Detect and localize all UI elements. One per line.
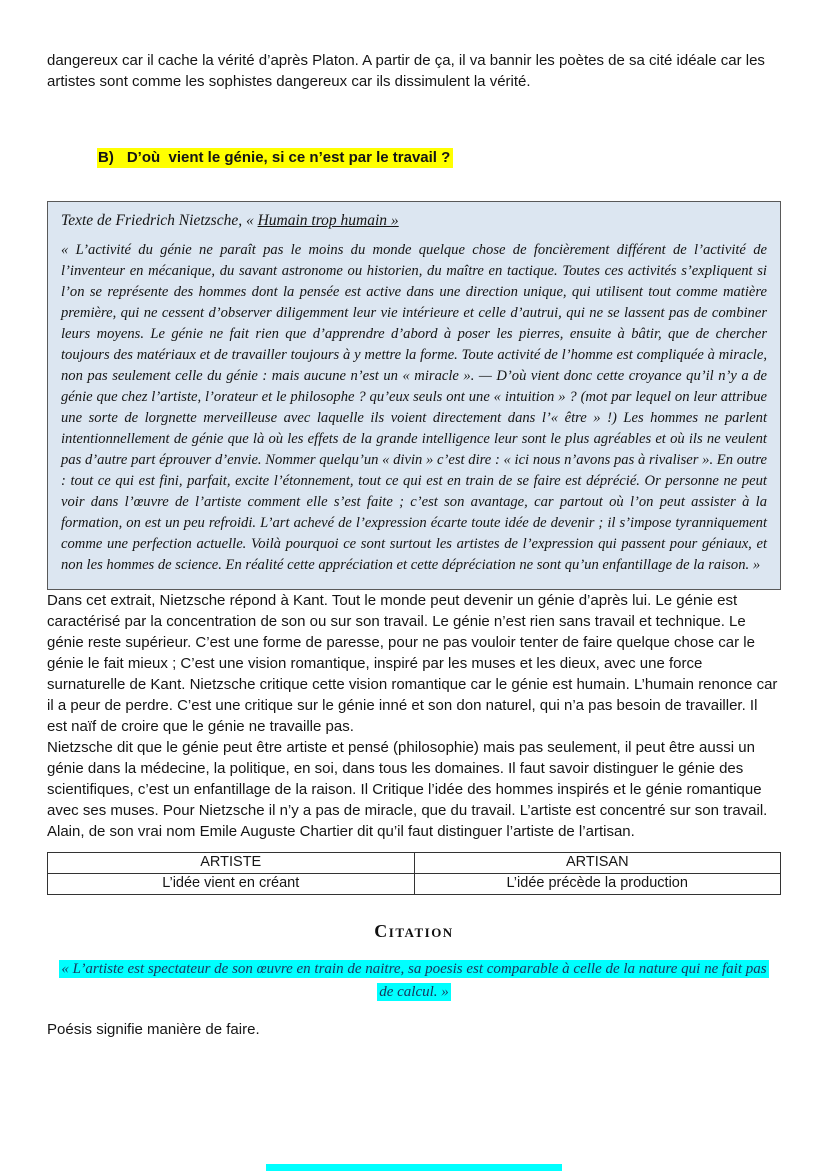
analysis-paragraph-2: Nietzsche dit que le génie peut être artiste et pensé (philosophie) mais pas seulement, il peut être aussi un génie dans la médecine, la politique, en soi, dans tous les domaines. Il faut savoir distinguer le génie des scientifiques, c’est un enfantillage de la raison. Il Critique l’idée des hommes inspirés et le génie romantique avec ses muses. Pour Nietzsche il n’y a pas de miracle, que du travail. L’artiste est concentré sur son travail. (47, 739, 768, 819)
table-row (48, 874, 781, 895)
table-cell-artisan: L’idée précède la production (414, 874, 781, 895)
analysis-paragraph-3: Alain, de son vrai nom Emile Auguste Chartier dit qu’il faut distinguer l’artiste de l’artisan. (47, 823, 635, 840)
artiste-artisan-table (47, 852, 781, 895)
section-heading-b (47, 132, 781, 183)
citation-text (47, 958, 781, 1004)
citation-heading: Citation (374, 921, 454, 941)
table-header-artisan: ARTISAN (414, 853, 781, 874)
table-header-row (48, 853, 781, 874)
section-title: D’où vient le génie, si ce n’est par le travail ? (126, 149, 451, 166)
quote-source (61, 212, 767, 230)
paragraph-intro: dangereux car il cache la vérité d’après Platon. A partir de ça, il va bannir les poètes de sa cité idéale car les artistes sont comme les sophistes dangereux car ils dissimulent la vérité. (47, 52, 765, 90)
partial-citation-highlight (266, 1164, 562, 1171)
analysis-paragraph-1: Dans cet extrait, Nietzsche répond à Kant. Tout le monde peut devenir un génie d’après lui. Le génie est caractérisé par la concentration de son ou sur son travail. Le génie n’est rien sans travail et technique. Le génie reste supérieur. C’est une forme de paresse, pour ne pas vouloir tenter de faire quelque chose car le génie le fait mieux ; C’est une vision romantique, inspiré par les muses et les dieux, avec une force surnaturelle de Kant. Nietzsche critique cette vision romantique car le génie est humain. L’humain renonce car il a peur de perdre. C’est une critique sur le génie inné et son don naturel, qui n’a pas besoin de travailler. Il est naïf de croire que le génie ne travaille pas. (47, 592, 778, 735)
section-heading-highlight (97, 148, 453, 168)
citation-highlight: « L’artiste est spectateur de son œuvre en train de naitre, sa poesis est comparable à celle de la nature qui ne fait pas de calcul. » (61, 961, 767, 1000)
nietzsche-quote-box (47, 201, 781, 590)
table-cell-artiste: L’idée vient en créant (48, 874, 415, 895)
closing-paragraph: Poésis signifie manière de faire. (47, 1021, 260, 1038)
quote-body: « L’activité du génie ne paraît pas le moins du monde quelque chose de foncièrement différent de l’activité de l’inventeur en mécanique, du savant astronome ou historien, du maître en tactique. Toutes ces activités s’expliquent si l’on se représente des hommes dont la pensée est active dans une direction unique, qui utilisent tout comme matière première, qui ne cessent d’observer diligemment leur vie intérieure et celle d’autrui, qui ne se lassent pas de combiner leurs moyens. Le génie ne fait rien que d’apprendre d’abord à poser les pierres, ensuite à bâtir, que de chercher toujours des matériaux et de travailler toujours à y mettre la forme. Toute activité de l’homme est compliquée à miracle, non pas seulement celle du génie : mais aucune n’est un « miracle ». — D’où vient donc cette croyance qu’il n’y a de génie que chez l’artiste, l’orateur et le philosophe ? qu’eux seuls ont une « intuition » ? (mot par lequel on leur attribue une sorte de lorgnette merveilleuse avec laquelle ils voient directement dans l’« être » !) Les hommes ne parlent intentionnellement de génie que là où les effets de la grande intelligence leur sont le plus agréables et où ils ne veulent pas d’autre part éprouver d’envie. Nommer quelqu’un « divin » c’est dire : « ici nous n’avons pas à rivaliser ». En outre : tout ce qui est fini, parfait, excite l’étonnement, tout ce qui est en train de se faire est déprécié. Or personne ne peut voir dans l’œuvre de l’artiste comment elle s’est faite ; c’est son avantage, car partout où l’on peut assister à la formation, on est un peu refroidi. L’art achevé de l’expression écarte toute idée de devenir ; il s’impose tyranniquement comme une perfection actuelle. Voilà pourquoi ce sont surtout les artistes de l’expression qui passent pour géniaux, et non les hommes de science. En réalité cette appréciation et cette dépréciation ne sont qu’un enfantillage de la raison. » (61, 242, 767, 573)
section-marker: B) (98, 149, 114, 166)
quote-source-title: Humain trop humain » (257, 212, 399, 229)
quote-source-prefix: Texte de Friedrich Nietzsche, « (61, 212, 258, 229)
table-header-artiste: ARTISTE (48, 853, 415, 874)
